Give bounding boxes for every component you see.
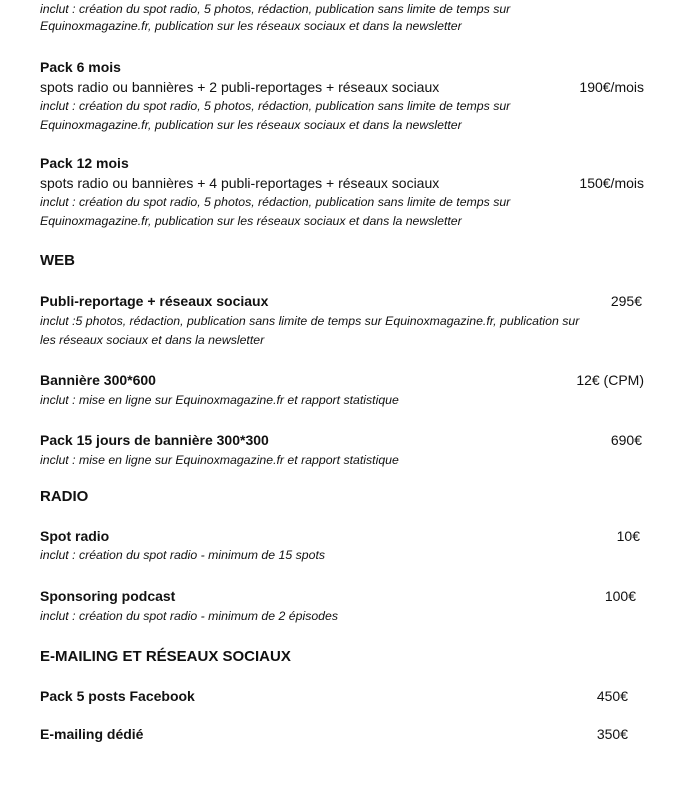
- banniere-title: Bannière 300*600: [40, 372, 156, 388]
- podcast-incl: inclut : création du spot radio - minimum de 2 épisodes: [40, 609, 339, 623]
- emailing-heading: E-MAILING ET RÉSEAUX SOCIAUX: [40, 648, 291, 665]
- podcast-price: 100€: [604, 588, 636, 604]
- web-heading: WEB: [40, 252, 75, 269]
- pack12-title: Pack 12 mois: [40, 155, 129, 171]
- pack6-desc: spots radio ou bannières + 2 publi-reportages + réseaux sociaux: [40, 79, 440, 95]
- top-incl-line-2: Equinoxmagazine.fr, publication sur les réseaux sociaux et dans la newsletter: [40, 19, 462, 33]
- facebook-price: 450€: [596, 688, 628, 704]
- podcast-title: Sponsoring podcast: [40, 588, 176, 604]
- pack6-title: Pack 6 mois: [40, 59, 121, 75]
- banniere-price: 12€ (CPM): [576, 372, 644, 388]
- pack6-incl-line-2: Equinoxmagazine.fr, publication sur les réseaux sociaux et dans la newsletter: [40, 118, 462, 132]
- spot-title: Spot radio: [40, 528, 110, 544]
- pack15-incl: inclut : mise en ligne sur Equinoxmagazine.fr et rapport statistique: [40, 453, 399, 467]
- dedie-price: 350€: [596, 726, 628, 742]
- top-incl-line-1: inclut : création du spot radio, 5 photos, rédaction, publication sans limite de temps sur: [40, 2, 511, 16]
- facebook-title: Pack 5 posts Facebook: [40, 688, 195, 704]
- dedie-title: E-mailing dédié: [40, 726, 144, 742]
- banniere-incl: inclut : mise en ligne sur Equinoxmagazine.fr et rapport statistique: [40, 393, 399, 407]
- publi-incl-line-2: les réseaux sociaux et dans la newsletter: [40, 333, 265, 347]
- spot-price: 10€: [616, 528, 640, 544]
- pack15-price: 690€: [610, 432, 642, 448]
- publi-incl-line-1: inclut :5 photos, rédaction, publication sans limite de temps sur Equinoxmagazine.fr, publication sur: [40, 314, 580, 328]
- pack15-title: Pack 15 jours de bannière 300*300: [40, 432, 269, 448]
- publi-price: 295€: [610, 293, 642, 309]
- pack12-incl-line-1: inclut : création du spot radio, 5 photos, rédaction, publication sans limite de temps sur: [40, 195, 511, 209]
- pack12-incl-line-2: Equinoxmagazine.fr, publication sur les réseaux sociaux et dans la newsletter: [40, 214, 462, 228]
- pack12-desc: spots radio ou bannières + 4 publi-reportages + réseaux sociaux: [40, 175, 440, 191]
- pack6-incl-line-1: inclut : création du spot radio, 5 photos, rédaction, publication sans limite de temps sur: [40, 99, 511, 113]
- pack12-price: 150€/mois: [579, 175, 644, 191]
- pack6-price: 190€/mois: [579, 79, 644, 95]
- publi-title: Publi-reportage + réseaux sociaux: [40, 293, 269, 309]
- radio-heading: RADIO: [40, 488, 89, 505]
- spot-incl: inclut : création du spot radio - minimum de 15 spots: [40, 548, 326, 562]
